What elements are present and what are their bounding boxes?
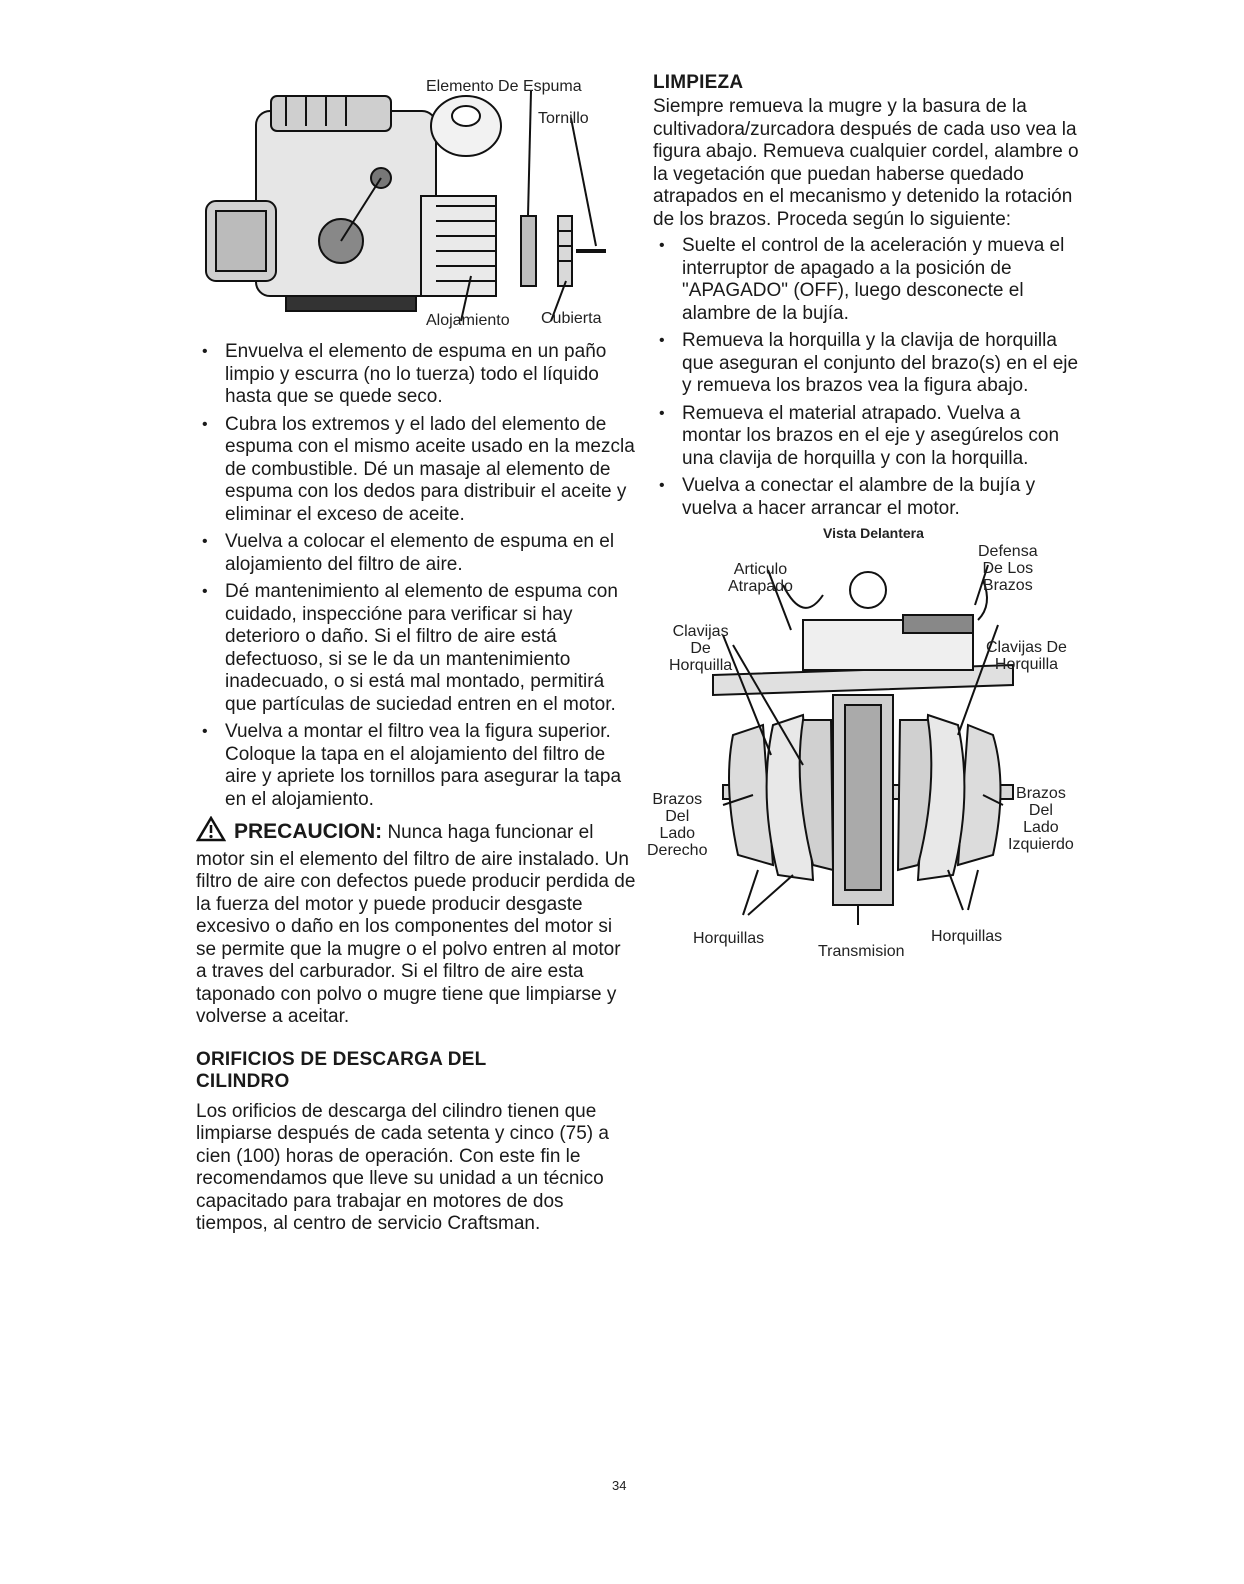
filter-steps-list <box>196 341 636 811</box>
caution-text: Nunca haga funcionar el motor sin el elemento del filtro de aire instalado. Un filtro de aire con defectos puede producir perdida de la fuerza del motor y puede producir desgaste excesivo o daño en los componentes del motor si se permite que la mugre o el polvo entren al motor a traves del carburador. Si el filtro de aire esta taponado con polvo o mugre tiene que limpiarse y volverse a aceitar. <box>196 822 636 1027</box>
warning-triangle-icon <box>196 816 226 849</box>
cleaning-steps-list <box>653 235 1083 520</box>
filter-step-2: • Cubra los extremos y el lado del elemento de espuma con el mismo aceite usado en la mezcla de combustible. Dé un masaje al elemento de espuma con los dedos para distribuir el aceite y eliminar el exceso de aceite. <box>196 414 636 527</box>
tine-shield-label: Defensa De Los Brazos <box>978 543 1038 594</box>
front-view-figure <box>647 525 1083 975</box>
filter-step-3: • Vuelva a colocar el elemento de espuma en el alojamiento del filtro de aire. <box>196 531 636 576</box>
right-tines-label: Brazos Del Lado Derecho <box>647 791 708 859</box>
caution-title: PRECAUCION: <box>234 820 383 843</box>
left-tines-label: Brazos Del Lado Izquierdo <box>1008 785 1074 853</box>
air-filter-figure <box>196 66 636 336</box>
cleaning-step-2: • Remueva la horquilla y la clavija de horquilla que aseguran el conjunto del brazo(s) en el eje y remueva los brazos vea la figura abajo. <box>653 330 1083 398</box>
cover-label: Cubierta <box>541 310 602 327</box>
exhaust-heading: ORIFICIOS DE DESCARGA DEL CILINDRO <box>196 1048 487 1092</box>
caution-paragraph <box>196 816 636 1029</box>
clips-left-label: Horquillas <box>693 930 765 947</box>
foam-element-label: Elemento De Espuma <box>426 78 582 95</box>
page-number: 34 <box>612 1478 627 1493</box>
clips-right-label: Horquillas <box>931 928 1003 945</box>
filter-step-4: • Dé mantenimiento al elemento de espuma con cuidado, inspeccióne para verificar si hay deterioro o daño. Si el filtro de aire está defectuoso, si se le da un mantenimiento inadecuado, o si está mal montado, permitirá que partículas de suciedad entren en el motor. <box>196 581 636 716</box>
housing-label: Alojamiento <box>426 312 510 329</box>
filter-step-5: • Vuelva a montar el filtro vea la figura superior. Coloque la tapa en el alojamiento del filtro de aire y apriete los tornillos para asegurar la tapa en el alojamiento. <box>196 721 636 811</box>
trapped-item-label: Articulo Atrapado <box>728 561 793 595</box>
hairpin-right-label: Clavijas De Horquilla <box>986 639 1067 673</box>
hairpin-left-label: Clavijas De Horquilla <box>669 623 733 674</box>
cleaning-step-1: • Suelte el control de la aceleración y mueva el interruptor de apagado a la posición de "APAGADO" (OFF), luego desconecte el alambre de la bujía. <box>653 235 1083 325</box>
cleaning-step-4: • Vuelva a conectar el alambre de la bujía y vuelva a hacer arrancar el motor. <box>653 475 1083 520</box>
transmission-label: Transmision <box>818 943 905 960</box>
cleaning-intro: Siempre remueva la mugre y la basura de la cultivadora/zurcadora después de cada uso vea la figura abajo. Remueva cualquier cordel, alambre o la vegetación que puedan haberse quedado atrapados en el mecanismo y detenido la rotación de los brazos. Proceda según lo siguiente: <box>653 96 1079 230</box>
left-column <box>196 66 636 1236</box>
filter-step-1: • Envuelva el elemento de espuma en un paño limpio y escurra (no lo tuerza) todo el líquido hasta que se quede seco. <box>196 341 636 409</box>
cleaning-heading: LIMPIEZA <box>653 72 744 93</box>
air-filter-illustration <box>196 66 636 336</box>
cleaning-step-3: • Remueva el material atrapado. Vuelva a montar los brazos en el eje y asegúrelos con una clavija de horquilla y con la horquilla. <box>653 403 1083 471</box>
exhaust-text: Los orificios de descarga del cilindro tienen que limpiarse después de cada setenta y cinco (75) a cien (100) horas de operación. Con este fin le recomendamos que lleve su unidad a un técnico capacitado para trabajar en motores de dos tiempos, al centro de servicio Craftsman. <box>196 1100 609 1234</box>
right-column <box>647 66 1083 975</box>
front-view-title: Vista Delantera <box>823 525 924 541</box>
screw-label: Tornillo <box>538 110 589 127</box>
